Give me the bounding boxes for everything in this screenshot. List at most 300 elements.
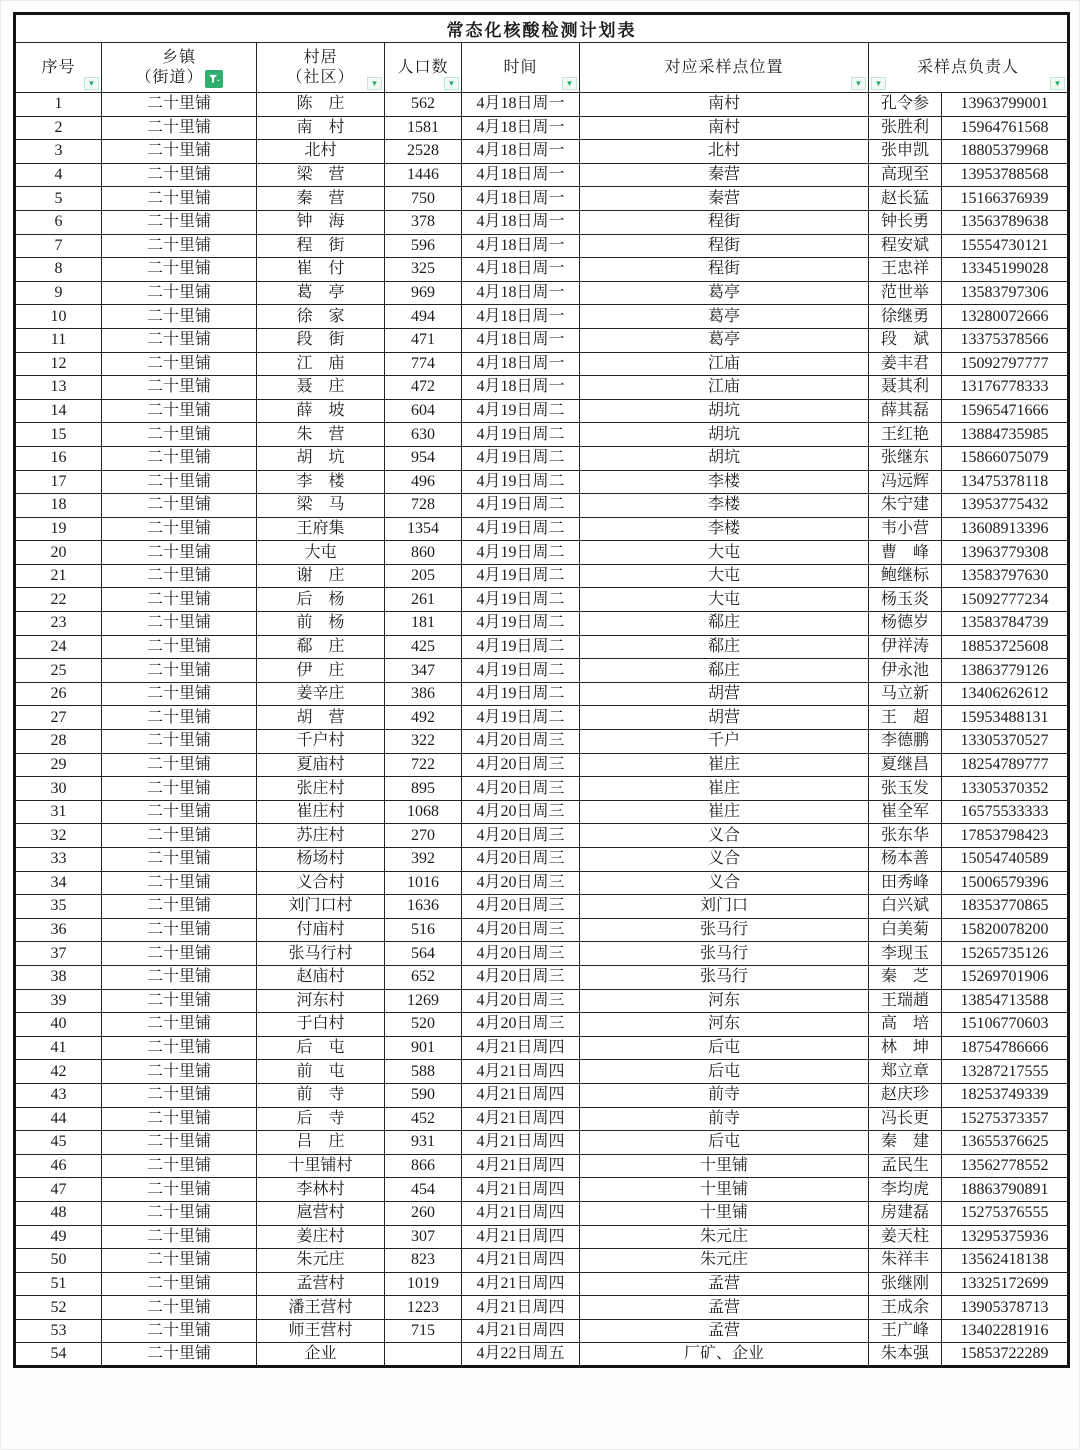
cell-time: 4月19日周二	[462, 541, 580, 565]
cell-township: 二十里铺	[102, 163, 257, 187]
cell-population: 270	[385, 824, 462, 848]
cell-village: 谢 庄	[257, 564, 385, 588]
cell-location: 胡营	[580, 706, 869, 730]
cell-person: 王成余	[869, 1296, 942, 1320]
table-row	[15, 1201, 1069, 1225]
cell-village: 李 楼	[257, 470, 385, 494]
cell-township: 二十里铺	[102, 659, 257, 683]
cell-seq: 26	[15, 682, 102, 706]
cell-village: 前 寺	[257, 1083, 385, 1107]
cell-phone: 13280072666	[942, 305, 1069, 329]
cell-seq: 48	[15, 1201, 102, 1225]
cell-seq: 53	[15, 1319, 102, 1343]
cell-township: 二十里铺	[102, 564, 257, 588]
cell-population: 823	[385, 1249, 462, 1273]
cell-location: 孟营	[580, 1272, 869, 1296]
cell-township: 二十里铺	[102, 989, 257, 1013]
cell-population: 564	[385, 942, 462, 966]
cell-township: 二十里铺	[102, 965, 257, 989]
cell-time: 4月19日周二	[462, 446, 580, 470]
cell-village: 崔庄村	[257, 800, 385, 824]
table-row	[15, 989, 1069, 1013]
table-row	[15, 494, 1069, 518]
cell-seq: 29	[15, 753, 102, 777]
cell-population: 347	[385, 659, 462, 683]
cell-village: 师王营村	[257, 1319, 385, 1343]
cell-phone: 13884735985	[942, 423, 1069, 447]
cell-seq: 46	[15, 1154, 102, 1178]
cell-seq: 35	[15, 895, 102, 919]
cell-phone: 15092777234	[942, 588, 1069, 612]
table-row	[15, 1178, 1069, 1202]
cell-phone: 15964761568	[942, 116, 1069, 140]
cell-township: 二十里铺	[102, 1154, 257, 1178]
cell-village: 前 屯	[257, 1060, 385, 1084]
cell-phone: 13287217555	[942, 1060, 1069, 1084]
cell-township: 二十里铺	[102, 1319, 257, 1343]
cell-time: 4月20日周三	[462, 965, 580, 989]
column-header-location	[580, 43, 869, 93]
cell-time: 4月18日周一	[462, 140, 580, 164]
cell-seq: 18	[15, 494, 102, 518]
cell-population: 1636	[385, 895, 462, 919]
cell-population: 322	[385, 730, 462, 754]
cell-village: 梁 马	[257, 494, 385, 518]
table-row	[15, 116, 1069, 140]
cell-township: 二十里铺	[102, 352, 257, 376]
table-row	[15, 470, 1069, 494]
cell-village: 聂 庄	[257, 376, 385, 400]
cell-time: 4月21日周四	[462, 1060, 580, 1084]
column-header-leader	[869, 43, 1069, 93]
cell-township: 二十里铺	[102, 1272, 257, 1296]
cell-person: 秦 建	[869, 1131, 942, 1155]
cell-village: 付庙村	[257, 918, 385, 942]
cell-person: 王广峰	[869, 1319, 942, 1343]
cell-time: 4月19日周二	[462, 423, 580, 447]
cell-seq: 25	[15, 659, 102, 683]
cell-phone: 15953488131	[942, 706, 1069, 730]
table-row	[15, 541, 1069, 565]
cell-location: 十里铺	[580, 1154, 869, 1178]
cell-person: 房建磊	[869, 1201, 942, 1225]
cell-time: 4月19日周二	[462, 470, 580, 494]
cell-person: 姜丰君	[869, 352, 942, 376]
cell-phone: 16575533333	[942, 800, 1069, 824]
cell-location: 胡坑	[580, 399, 869, 423]
cell-location: 十里铺	[580, 1201, 869, 1225]
cell-population: 471	[385, 328, 462, 352]
cell-location: 张马行	[580, 965, 869, 989]
cell-person: 段 斌	[869, 328, 942, 352]
cell-phone: 13854713588	[942, 989, 1069, 1013]
cell-township: 二十里铺	[102, 1107, 257, 1131]
filter-arrow-icon[interactable]: ▼	[871, 77, 886, 90]
cell-time: 4月21日周四	[462, 1272, 580, 1296]
cell-time: 4月21日周四	[462, 1296, 580, 1320]
table-row	[15, 706, 1069, 730]
cell-time: 4月20日周三	[462, 918, 580, 942]
cell-phone: 15006579396	[942, 871, 1069, 895]
cell-seq: 6	[15, 210, 102, 234]
cell-phone: 15275373357	[942, 1107, 1069, 1131]
cell-village: 大屯	[257, 541, 385, 565]
cell-township: 二十里铺	[102, 494, 257, 518]
cell-location: 南村	[580, 116, 869, 140]
cell-township: 二十里铺	[102, 1296, 257, 1320]
cell-person: 程安斌	[869, 234, 942, 258]
cell-population: 520	[385, 1013, 462, 1037]
cell-seq: 36	[15, 918, 102, 942]
cell-population: 260	[385, 1201, 462, 1225]
cell-person: 张玉发	[869, 777, 942, 801]
cell-seq: 32	[15, 824, 102, 848]
table-row	[15, 564, 1069, 588]
column-header-township	[102, 43, 257, 93]
cell-population: 1068	[385, 800, 462, 824]
cell-person: 杨玉炎	[869, 588, 942, 612]
table-row	[15, 588, 1069, 612]
cell-time: 4月19日周二	[462, 564, 580, 588]
cell-phone: 15269701906	[942, 965, 1069, 989]
cell-village: 江 庙	[257, 352, 385, 376]
cell-population: 728	[385, 494, 462, 518]
cell-seq: 15	[15, 423, 102, 447]
cell-township: 二十里铺	[102, 1036, 257, 1060]
cell-location: 河东	[580, 1013, 869, 1037]
cell-phone: 15092797777	[942, 352, 1069, 376]
cell-person: 王忠祥	[869, 258, 942, 282]
cell-location: 崔庄	[580, 753, 869, 777]
cell-seq: 14	[15, 399, 102, 423]
cell-person: 林 坤	[869, 1036, 942, 1060]
cell-location: 程街	[580, 234, 869, 258]
cell-person: 韦小营	[869, 517, 942, 541]
cell-person: 赵长猛	[869, 187, 942, 211]
column-header-village-line2: （社区）	[286, 68, 355, 86]
cell-phone: 13176778333	[942, 376, 1069, 400]
cell-population: 181	[385, 612, 462, 636]
cell-seq: 1	[15, 93, 102, 117]
cell-phone: 15820078200	[942, 918, 1069, 942]
filter-arrow-icon[interactable]: ▼	[851, 77, 866, 90]
cell-township: 二十里铺	[102, 942, 257, 966]
cell-population: 2528	[385, 140, 462, 164]
table-row	[15, 258, 1069, 282]
cell-location: 孟营	[580, 1296, 869, 1320]
cell-township: 二十里铺	[102, 1343, 257, 1367]
cell-time: 4月20日周三	[462, 989, 580, 1013]
cell-seq: 5	[15, 187, 102, 211]
cell-time: 4月19日周二	[462, 612, 580, 636]
cell-seq: 41	[15, 1036, 102, 1060]
cell-time: 4月20日周三	[462, 942, 580, 966]
cell-person: 田秀峰	[869, 871, 942, 895]
cell-location: 崔庄	[580, 777, 869, 801]
cell-phone: 13953775432	[942, 494, 1069, 518]
cell-village: 胡 营	[257, 706, 385, 730]
cell-time: 4月19日周二	[462, 399, 580, 423]
cell-location: 胡坑	[580, 446, 869, 470]
cell-person: 李德鹏	[869, 730, 942, 754]
cell-seq: 49	[15, 1225, 102, 1249]
cell-village: 十里铺村	[257, 1154, 385, 1178]
cell-location: 葛亭	[580, 281, 869, 305]
cell-seq: 19	[15, 517, 102, 541]
cell-phone: 15106770603	[942, 1013, 1069, 1037]
cell-person: 徐继勇	[869, 305, 942, 329]
cell-location: 葛亭	[580, 305, 869, 329]
cell-phone: 15166376939	[942, 187, 1069, 211]
cell-seq: 10	[15, 305, 102, 329]
cell-time: 4月21日周四	[462, 1083, 580, 1107]
cell-village: 刘门口村	[257, 895, 385, 919]
cell-village: 河东村	[257, 989, 385, 1013]
cell-location: 江庙	[580, 352, 869, 376]
cell-township: 二十里铺	[102, 234, 257, 258]
table-row	[15, 281, 1069, 305]
table-row	[15, 423, 1069, 447]
cell-population	[385, 1343, 462, 1367]
cell-village: 义合村	[257, 871, 385, 895]
cell-seq: 27	[15, 706, 102, 730]
cell-village: 南 村	[257, 116, 385, 140]
table-row	[15, 730, 1069, 754]
cell-seq: 28	[15, 730, 102, 754]
cell-location: 张马行	[580, 918, 869, 942]
table-row	[15, 942, 1069, 966]
cell-village: 郗 庄	[257, 635, 385, 659]
cell-township: 二十里铺	[102, 635, 257, 659]
cell-location: 李楼	[580, 494, 869, 518]
cell-phone: 13563789638	[942, 210, 1069, 234]
cell-location: 郗庄	[580, 659, 869, 683]
cell-seq: 9	[15, 281, 102, 305]
cell-person: 张胜利	[869, 116, 942, 140]
cell-village: 夏庙村	[257, 753, 385, 777]
cell-seq: 22	[15, 588, 102, 612]
cell-population: 378	[385, 210, 462, 234]
cell-phone: 13325172699	[942, 1272, 1069, 1296]
cell-time: 4月18日周一	[462, 258, 580, 282]
cell-seq: 52	[15, 1296, 102, 1320]
cell-township: 二十里铺	[102, 612, 257, 636]
cell-village: 后 杨	[257, 588, 385, 612]
cell-location: 郗庄	[580, 635, 869, 659]
cell-village: 苏庄村	[257, 824, 385, 848]
column-header-seq	[15, 43, 102, 93]
table-row	[15, 965, 1069, 989]
cell-time: 4月18日周一	[462, 163, 580, 187]
cell-township: 二十里铺	[102, 871, 257, 895]
cell-population: 774	[385, 352, 462, 376]
cell-population: 261	[385, 588, 462, 612]
filter-arrow-icon[interactable]: ▼	[444, 77, 459, 90]
cell-time: 4月20日周三	[462, 730, 580, 754]
table-row	[15, 753, 1069, 777]
cell-location: 义合	[580, 871, 869, 895]
table-row	[15, 635, 1069, 659]
cell-population: 969	[385, 281, 462, 305]
cell-township: 二十里铺	[102, 517, 257, 541]
filter-arrow-icon[interactable]: ▼	[1050, 77, 1065, 90]
cell-population: 590	[385, 1083, 462, 1107]
cell-location: 后屯	[580, 1060, 869, 1084]
nucleic-acid-test-plan-table	[13, 12, 1070, 1368]
cell-time: 4月21日周四	[462, 1319, 580, 1343]
cell-village: 秦 营	[257, 187, 385, 211]
cell-person: 白兴斌	[869, 895, 942, 919]
cell-population: 722	[385, 753, 462, 777]
cell-person: 孔令参	[869, 93, 942, 117]
cell-location: 义合	[580, 824, 869, 848]
cell-village: 姜庄村	[257, 1225, 385, 1249]
cell-phone: 13295375936	[942, 1225, 1069, 1249]
cell-location: 厂矿、企业	[580, 1343, 869, 1367]
cell-phone: 18253749339	[942, 1083, 1069, 1107]
filter-arrow-icon[interactable]: ▼	[562, 77, 577, 90]
cell-population: 895	[385, 777, 462, 801]
cell-location: 秦营	[580, 187, 869, 211]
cell-population: 866	[385, 1154, 462, 1178]
cell-time: 4月20日周三	[462, 871, 580, 895]
cell-seq: 43	[15, 1083, 102, 1107]
cell-village: 王府集	[257, 517, 385, 541]
cell-time: 4月19日周二	[462, 659, 580, 683]
cell-phone: 13655376625	[942, 1131, 1069, 1155]
cell-township: 二十里铺	[102, 1249, 257, 1273]
cell-township: 二十里铺	[102, 753, 257, 777]
cell-phone: 13905378713	[942, 1296, 1069, 1320]
cell-township: 二十里铺	[102, 682, 257, 706]
cell-time: 4月22日周五	[462, 1343, 580, 1367]
cell-location: 胡营	[580, 682, 869, 706]
cell-population: 954	[385, 446, 462, 470]
filter-arrow-icon[interactable]: ▼	[84, 77, 99, 90]
cell-population: 860	[385, 541, 462, 565]
cell-location: 崔庄	[580, 800, 869, 824]
column-header-village	[257, 43, 385, 93]
cell-village: 薛 坡	[257, 399, 385, 423]
cell-seq: 45	[15, 1131, 102, 1155]
table-row	[15, 93, 1069, 117]
cell-phone: 18805379968	[942, 140, 1069, 164]
cell-phone: 13583797630	[942, 564, 1069, 588]
cell-phone: 13475378118	[942, 470, 1069, 494]
cell-township: 二十里铺	[102, 399, 257, 423]
cell-location: 后屯	[580, 1131, 869, 1155]
cell-time: 4月20日周三	[462, 895, 580, 919]
cell-population: 715	[385, 1319, 462, 1343]
cell-population: 630	[385, 423, 462, 447]
cell-township: 二十里铺	[102, 918, 257, 942]
cell-village: 于白村	[257, 1013, 385, 1037]
cell-time: 4月18日周一	[462, 234, 580, 258]
cell-location: 前寺	[580, 1083, 869, 1107]
table-row	[15, 777, 1069, 801]
cell-township: 二十里铺	[102, 140, 257, 164]
cell-township: 二十里铺	[102, 210, 257, 234]
cell-person: 秦 芝	[869, 965, 942, 989]
cell-location: 前寺	[580, 1107, 869, 1131]
cell-village: 吕 庄	[257, 1131, 385, 1155]
cell-village: 钟 海	[257, 210, 385, 234]
table-row	[15, 612, 1069, 636]
filter-arrow-icon[interactable]: ▼	[367, 77, 382, 90]
cell-population: 931	[385, 1131, 462, 1155]
cell-township: 二十里铺	[102, 446, 257, 470]
cell-population: 1581	[385, 116, 462, 140]
cell-township: 二十里铺	[102, 258, 257, 282]
cell-person: 王红艳	[869, 423, 942, 447]
cell-time: 4月20日周三	[462, 824, 580, 848]
cell-seq: 3	[15, 140, 102, 164]
cell-location: 李楼	[580, 470, 869, 494]
cell-time: 4月20日周三	[462, 777, 580, 801]
column-header-time-label: 时间	[503, 58, 538, 76]
cell-village: 程 街	[257, 234, 385, 258]
table-row	[15, 1249, 1069, 1273]
cell-phone: 13406262612	[942, 682, 1069, 706]
cell-township: 二十里铺	[102, 706, 257, 730]
cell-person: 高现至	[869, 163, 942, 187]
cell-township: 二十里铺	[102, 800, 257, 824]
table-row	[15, 446, 1069, 470]
cell-location: 河东	[580, 989, 869, 1013]
table-row	[15, 1107, 1069, 1131]
cell-population: 452	[385, 1107, 462, 1131]
cell-village: 潘王营村	[257, 1296, 385, 1320]
cell-phone: 13305370527	[942, 730, 1069, 754]
table-row	[15, 1131, 1069, 1155]
cell-time: 4月21日周四	[462, 1036, 580, 1060]
cell-population: 1019	[385, 1272, 462, 1296]
cell-person: 孟民生	[869, 1154, 942, 1178]
cell-population: 492	[385, 706, 462, 730]
filter-funnel-icon[interactable]	[205, 70, 223, 88]
cell-population: 901	[385, 1036, 462, 1060]
cell-village: 徐 家	[257, 305, 385, 329]
cell-seq: 38	[15, 965, 102, 989]
table-row	[15, 234, 1069, 258]
cell-location: 秦营	[580, 163, 869, 187]
cell-phone: 13953788568	[942, 163, 1069, 187]
cell-township: 二十里铺	[102, 1131, 257, 1155]
cell-seq: 16	[15, 446, 102, 470]
cell-time: 4月20日周三	[462, 800, 580, 824]
cell-village: 前 杨	[257, 612, 385, 636]
cell-seq: 13	[15, 376, 102, 400]
table-row	[15, 1013, 1069, 1037]
cell-village: 千户村	[257, 730, 385, 754]
cell-person: 范世举	[869, 281, 942, 305]
cell-location: 大屯	[580, 588, 869, 612]
cell-seq: 30	[15, 777, 102, 801]
table-row	[15, 1060, 1069, 1084]
cell-population: 1269	[385, 989, 462, 1013]
cell-township: 二十里铺	[102, 423, 257, 447]
cell-village: 李林村	[257, 1178, 385, 1202]
table-row	[15, 140, 1069, 164]
table-row	[15, 187, 1069, 211]
cell-population: 472	[385, 376, 462, 400]
cell-time: 4月18日周一	[462, 116, 580, 140]
cell-population: 425	[385, 635, 462, 659]
cell-location: 千户	[580, 730, 869, 754]
cell-time: 4月19日周二	[462, 494, 580, 518]
cell-time: 4月18日周一	[462, 376, 580, 400]
cell-township: 二十里铺	[102, 93, 257, 117]
